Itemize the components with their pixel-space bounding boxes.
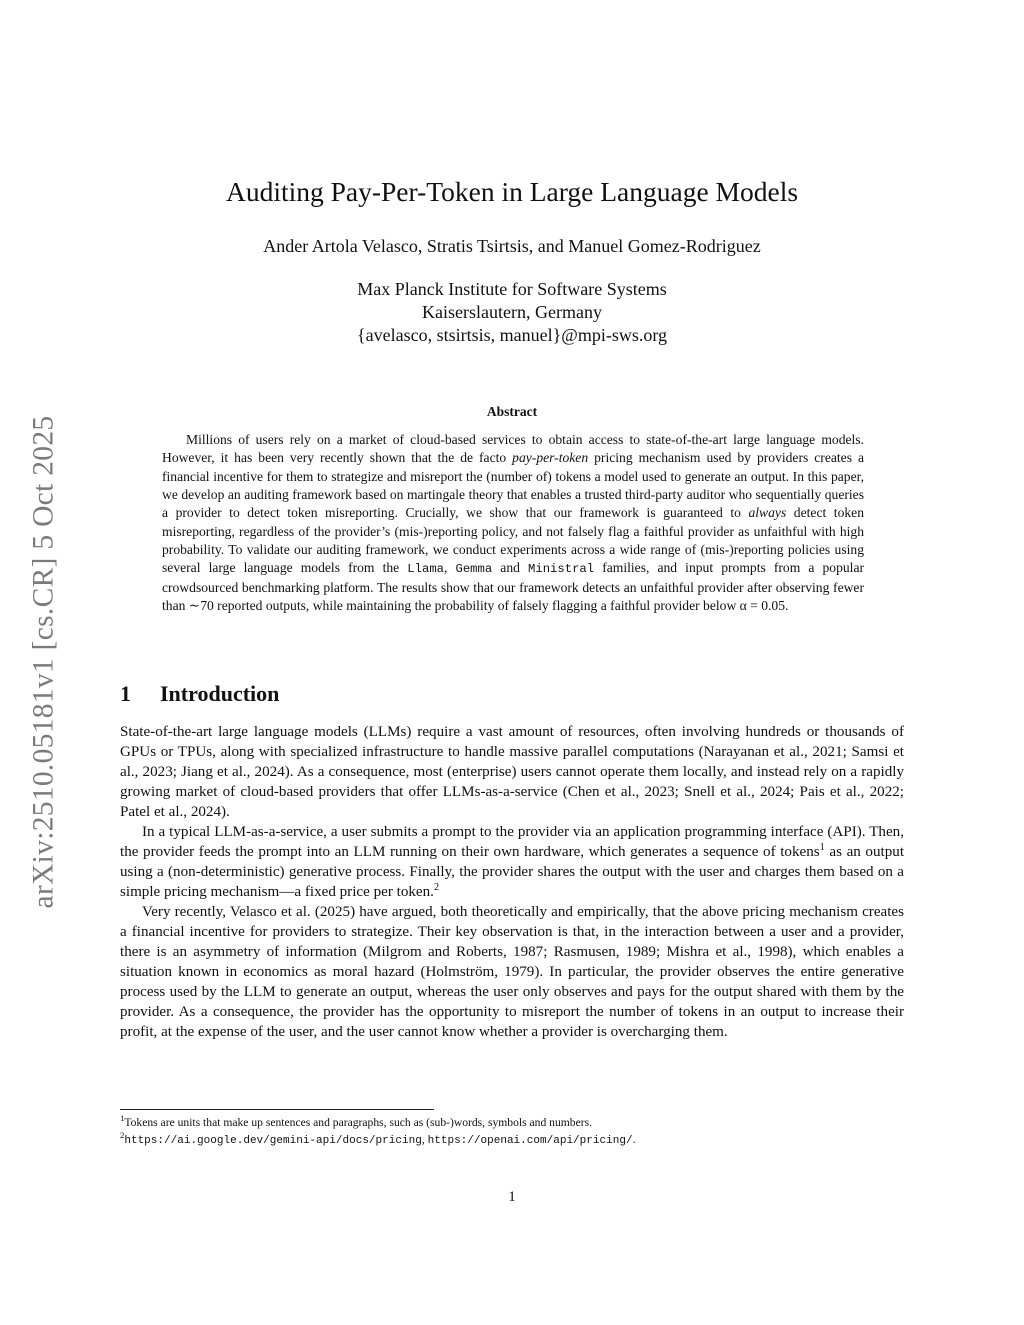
footnote-marker-1[interactable]: 1 [819, 841, 825, 853]
paper-title: Auditing Pay-Per-Token in Large Language Models [225, 176, 799, 207]
footnotes [120, 1114, 904, 1150]
abstract-separator: and [492, 560, 529, 576]
openai-pricing-link[interactable]: https://openai.com/api/pricing/ [427, 1135, 633, 1147]
introduction-body [120, 722, 904, 1042]
footnote-2 [120, 1131, 904, 1150]
page-number: 1 [508, 1189, 516, 1205]
section-heading-introduction [120, 681, 279, 707]
abstract-emphasis-always: always [748, 505, 787, 521]
footnote-1-mark: 1 [120, 1113, 125, 1124]
model-name-ministral: Ministral [528, 562, 595, 577]
affiliation-block [120, 278, 904, 347]
abstract-segment: Millions of users rely on a market of cloud-based services to obtain access to state-of-the-art large language models. However, it has been very recently shown that the de facto [162, 432, 864, 466]
footnote-divider [120, 1109, 434, 1110]
footnote-period: . [632, 1133, 636, 1146]
abstract-segment: families, and input prompts from a popular crowdsourced benchmarking platform. The results show that our framework detects an unfaithful provider after observing fewer than ∼70 reported outputs, while maintaining the probability of falsely flagging a faithful provider below α = 0.05. [162, 560, 865, 614]
section-title: Introduction [160, 681, 280, 706]
author-emails: {avelasco, stsirtsis, manuel}@mpi-sws.org [357, 325, 667, 345]
abstract-emphasis-pay-per-token: pay-per-token [512, 450, 589, 466]
footnote-marker-2[interactable]: 2 [433, 881, 440, 893]
model-name-llama: Llama [407, 562, 445, 577]
gemini-pricing-link[interactable]: https://ai.google.dev/gemini-api/docs/pricing [124, 1135, 422, 1147]
affiliation-location: Kaiserslautern, Germany [422, 302, 602, 322]
footnote-1-text: Tokens are units that make up sentences and paragraphs, such as (sub-)words, symbols and numbers. [124, 1116, 592, 1129]
abstract-segment: pricing mechanism used by providers creates a financial incentive for them to strategize and misreport the (number of) tokens a model used to generate an output. In this paper, we develop an auditing framework based on martingale theory that enables a trusted third-party auditor who sequentially queries a provider to detect token misreporting. Crucially, we show that our framework is guaranteed to [162, 450, 864, 521]
footnote-2-mark: 2 [120, 1130, 125, 1141]
paragraph-1: State-of-the-art large language models (LLMs) require a vast amount of resources, often involving hundreds or thousands of GPUs or TPUs, along with specialized infrastructure to handle massive parallel computations (Narayanan et al., 2021; Samsi et al., 2023; Jiang et al., 2024). As a consequence, most (enterprise) users cannot operate them locally, and instead rely on a rapidly growing market of cloud-based providers that offer LLMs-as-a-service (Chen et al., 2023; Snell et al., 2024; Pais et al., 2022; Patel et al., 2024). [120, 724, 904, 820]
abstract-text [162, 431, 864, 615]
paragraph-segment: In a typical LLM-as-a-service, a user submits a prompt to the provider via an application programming interface (API). Then, the provider feeds the prompt into an LLM running on their own hardware, which generates a sequence of tokens [120, 824, 904, 860]
paragraph-2 [120, 822, 904, 902]
footnote-separator: , [421, 1133, 428, 1146]
affiliation-institution: Max Planck Institute for Software Systems [357, 279, 667, 299]
author-list: Ander Artola Velasco, Stratis Tsirtsis, and Manuel Gomez-Rodriguez [263, 236, 761, 256]
paragraph-segment: as an output using a (non-deterministic) generative process. Finally, the provider shares the output with the user and charges them based on a simple pricing mechanism—a fixed price per token. [120, 844, 905, 900]
model-name-gemma: Gemma [455, 562, 493, 577]
section-number: 1 [120, 681, 131, 706]
footnote-1 [120, 1114, 904, 1131]
abstract-separator: , [444, 560, 456, 576]
arxiv-identifier[interactable]: arXiv:2510.05181v1 [cs.CR] 5 Oct 2025 [27, 415, 60, 909]
abstract-segment: detect token misreporting, regardless of the provider’s (mis-)reporting policy, and not falsely flag a faithful provider as unfaithful with high probability. To validate our auditing framework, we conduct experiments across a wide range of (mis-)reporting policies using several large language models from the [162, 505, 865, 576]
abstract-heading: Abstract [486, 404, 538, 419]
paragraph-3: Very recently, Velasco et al. (2025) have argued, both theoretically and empirically, that the above pricing mechanism creates a financial incentive for providers to strategize. Their key observation is that, in the interaction between a user and a provider, there is an asymmetry of information (Milgrom and Roberts, 1987; Rasmusen, 1989; Mishra et al., 1998), which enables a situation known in economics as moral hazard (Holmström, 1979). In particular, the provider observes the entire generative process used by the LLM to generate an output, whereas the user only observes and pays for the output shared with them by the provider. As a consequence, the provider has the opportunity to misreport the number of tokens in an output to increase their profit, at the expense of the user, and the user cannot know whether a provider is overcharging them. [120, 904, 904, 1040]
